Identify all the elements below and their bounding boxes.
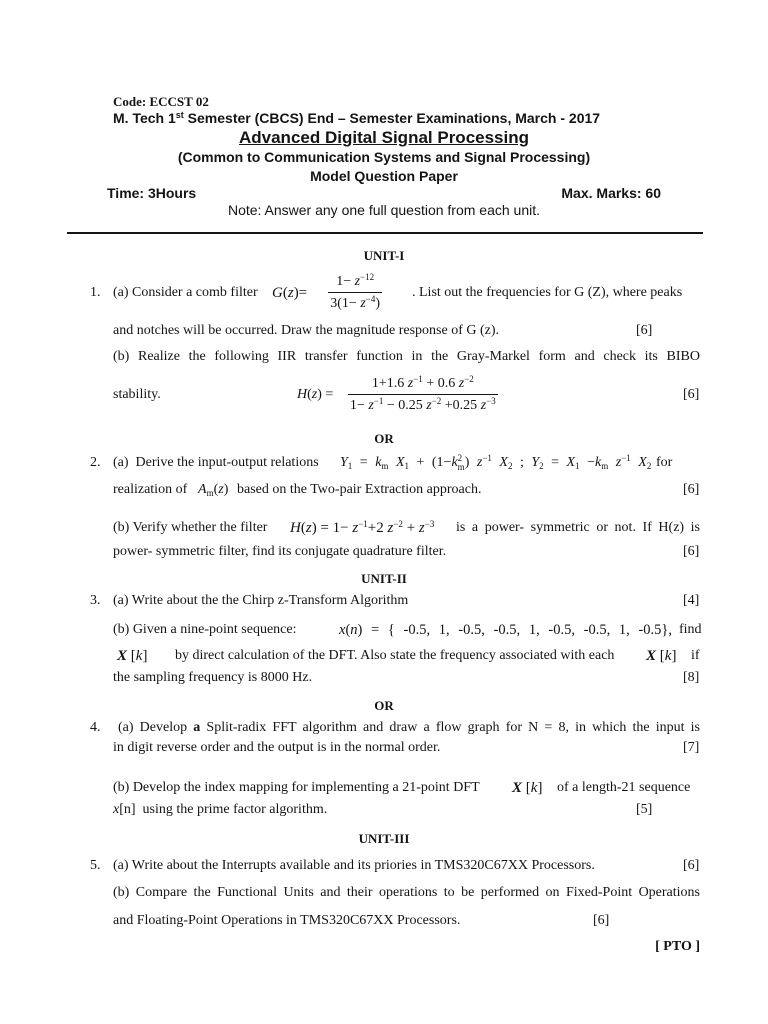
q4a-suffix: Split-radix FFT algorithm and draw a flow graph for N = 8, in which the input is: [200, 720, 701, 735]
formula-paren: ) =: [311, 520, 333, 536]
q4b-marks: [5]: [636, 802, 653, 817]
iir-transfer-function-formula: [297, 372, 506, 418]
formula-variable: z: [480, 398, 487, 413]
q1a-intro: (a) Consider a comb filter: [113, 285, 258, 300]
q1a-continuation: . List out the frequencies for G (Z), where peaks: [412, 285, 683, 300]
formula-exponent: −3: [424, 519, 435, 529]
formula-variable: z: [426, 398, 432, 413]
q1b-line1: (b) Realize the following IIR transfer function in the Gray-Markel form and check its BIBO: [113, 349, 700, 364]
formula-variable: z: [407, 376, 414, 391]
q2a-intro: (a) Derive the input-output relations: [113, 455, 319, 470]
formula-term: − 0.25: [383, 398, 427, 413]
formula-paren: (: [345, 622, 351, 638]
formula-token: [352, 454, 388, 472]
formula-bracket: ]: [537, 780, 543, 796]
q3b-if: if: [691, 648, 700, 663]
q2b-marks: [6]: [683, 544, 700, 559]
formula-variable: k: [664, 648, 672, 664]
formula-exponent: −1: [413, 374, 423, 384]
header-divider: [67, 232, 703, 234]
formula-subscript: 1: [347, 461, 353, 471]
formula-variable: x: [113, 802, 120, 817]
sequence-values: = { -0.5, 1, -0.5, -0.5, 1, -0.5, -0.5, 1, -0.5},: [362, 622, 672, 638]
formula-exponent: −12: [360, 272, 375, 282]
q4b-continuation: of a length-21 sequence: [557, 780, 691, 795]
formula-token: [465, 454, 492, 472]
formula-variable: A: [198, 482, 207, 497]
formula-operator: [388, 455, 396, 470]
formula-subscript: 2: [507, 461, 513, 471]
formula-paren: )=: [293, 285, 308, 301]
q1a-marks: [6]: [636, 323, 653, 338]
q4a-prefix: (a) Develop: [118, 720, 194, 735]
q4a-marks: [7]: [683, 740, 700, 755]
unit-heading-2: UNIT-II: [361, 571, 407, 586]
q2a-line2-prefix: realization of: [113, 482, 188, 497]
exam-title-suffix: Semester (CBCS) End – Semester Examinations, March - 2017: [183, 110, 601, 126]
formula-operator: [608, 455, 616, 470]
formula-bracket: ]: [142, 648, 148, 664]
formula-subscript: 1: [575, 461, 580, 471]
formula-variable: z: [287, 285, 294, 301]
q1b-marks: [6]: [683, 387, 700, 402]
formula-variable: X: [395, 455, 405, 470]
am-z-symbol: [198, 481, 228, 499]
formula-token: [492, 454, 513, 472]
q4b-line2-text: using the prime factor algorithm.: [135, 802, 328, 817]
course-code: Code: ECCST 02: [113, 94, 209, 109]
formula-variable: k: [451, 455, 458, 471]
subject-title-row: [0, 128, 768, 148]
q4b-intro: (b) Develop the index mapping for implementing a 21-point DFT: [113, 780, 480, 795]
question-number-3: 3.: [90, 593, 101, 608]
or-separator-1: OR: [374, 431, 394, 446]
formula-exponent: −1: [482, 453, 492, 463]
formula-variable: k: [530, 780, 538, 796]
formula-paren: ) =: [317, 387, 334, 402]
formula-term: + 0.6: [422, 376, 459, 391]
formula-term: 1−: [336, 274, 355, 289]
formula-variable: Y: [340, 455, 348, 470]
formula-term: 1+1.6: [371, 376, 408, 391]
formula-token: [409, 454, 465, 472]
formula-token: [608, 454, 631, 472]
formula-operator: =: [352, 455, 376, 470]
q2b-line2: power- symmetric filter, find its conjugate quadrature filter.: [113, 544, 447, 559]
formula-token: [340, 454, 352, 472]
formula-paren: (: [213, 482, 219, 497]
subject-title: Advanced Digital Signal Processing: [238, 128, 530, 147]
q3b-find: find: [679, 622, 702, 637]
exam-title-prefix: M. Tech 1: [113, 110, 176, 126]
q5a-text: (a) Write about the Interrupts available and its priories in TMS320C67XX Processors.: [113, 858, 595, 873]
formula-symbol: H: [290, 520, 301, 536]
formula-exponent: −4: [365, 294, 376, 304]
dft-symbol: [512, 779, 542, 797]
formula-variable: z: [476, 455, 483, 470]
q2a-line2-suffix: based on the Two-pair Extraction approach.: [237, 482, 482, 497]
formula-variable: k: [375, 455, 382, 470]
formula-variable: X: [499, 455, 508, 470]
formula-variable: z: [368, 398, 374, 413]
q5b-line2: and Floating-Point Operations in TMS320C67XX Processors.: [113, 913, 461, 928]
q3b-marks: [8]: [683, 670, 700, 685]
q3a-marks: [4]: [683, 593, 700, 608]
formula-operator: −: [579, 455, 596, 470]
formula-exponent: −1: [621, 453, 631, 463]
two-pair-relations-formula: [340, 452, 651, 474]
q2a-for: for: [656, 455, 673, 470]
formula-bracket: [: [127, 648, 136, 664]
formula-term: 3(1−: [330, 296, 361, 311]
formula-variable: z: [311, 387, 318, 402]
q4a-bold-article: a: [193, 720, 201, 735]
q2b-intro: (b) Verify whether the filter: [113, 520, 268, 535]
formula-bracket: [: [656, 648, 665, 664]
formula-subscript: m: [601, 461, 609, 471]
formula-variable: z: [354, 274, 361, 289]
formula-exponent: −1: [358, 519, 368, 529]
formula-subscript: m: [457, 461, 465, 472]
formula-subscript: 1: [404, 461, 409, 471]
formula-variable: X: [638, 455, 647, 470]
formula-variable: k: [135, 648, 143, 664]
formula-subscript: m: [206, 488, 214, 498]
question-number-5: 5.: [90, 858, 101, 873]
formula-variable: z: [615, 455, 622, 470]
formula-operator: +: [402, 520, 419, 536]
formula-token: [512, 454, 543, 472]
nine-point-sequence-formula: [339, 621, 672, 639]
formula-paren: ): [375, 296, 381, 311]
formula-symbol: X: [646, 648, 657, 664]
formula-variable: Y: [531, 455, 540, 470]
formula-token: [544, 454, 580, 472]
formula-variable: x: [339, 622, 346, 638]
formula-bracket: ]: [671, 648, 677, 664]
formula-denominator: [348, 394, 498, 415]
formula-paren: ): [357, 622, 363, 638]
q5b-line1: (b) Compare the Functional Units and their operations to be performed on Fixed-Point Operations: [113, 885, 700, 900]
common-to-line: (Common to Communication Systems and Signal Processing): [177, 149, 591, 165]
paper-type: Model Question Paper: [310, 168, 458, 184]
formula-exponent: −2: [431, 396, 442, 406]
formula-token: [333, 519, 368, 537]
formula-paren: (: [307, 387, 312, 402]
formula-subscript: 2: [646, 461, 652, 471]
instructions-note: Note: Answer any one full question from each unit.: [227, 202, 541, 218]
dft-symbol: [117, 647, 147, 665]
unit-heading-3: UNIT-III: [358, 831, 410, 846]
q2b-continuation: is a power- symmetric or not. If H(z) is: [456, 520, 700, 535]
q1a-line2: and notches will be occurred. Draw the magnitude response of G (z).: [113, 323, 500, 338]
q5b-marks: [6]: [593, 913, 610, 928]
formula-variable: z: [458, 376, 465, 391]
q3b-intro: (b) Given a nine-point sequence:: [113, 622, 297, 637]
formula-variable: n: [350, 622, 358, 638]
formula-index: [n]: [119, 802, 136, 817]
please-turn-over: [ PTO ]: [655, 939, 700, 954]
dft-symbol: [646, 647, 676, 665]
formula-token: [580, 454, 609, 472]
question-number-1: 1.: [90, 285, 101, 300]
formula-denominator: [328, 292, 382, 313]
formula-exponent: −2: [464, 374, 474, 384]
formula-term: 1−: [349, 398, 369, 413]
formula-variable: z: [387, 520, 394, 536]
formula-token: [388, 454, 409, 472]
formula-operator: ): [464, 455, 477, 470]
formula-lhs: [272, 284, 307, 302]
formula-fraction: [339, 375, 506, 415]
formula-token: [403, 519, 434, 537]
formula-paren: (: [300, 520, 306, 536]
formula-variable: z: [305, 520, 312, 536]
comb-filter-formula: [272, 270, 399, 316]
formula-operator: +2: [367, 520, 388, 536]
time-allowed: Time: 3Hours: [107, 185, 197, 201]
power-symmetric-filter-formula: [290, 517, 434, 539]
q3b-line3: the sampling frequency is 8000 Hz.: [113, 670, 313, 685]
formula-token: [368, 519, 403, 537]
formula-variable: z: [218, 482, 224, 497]
q3b-line2: by direct calculation of the DFT. Also state the frequency associated with each: [175, 648, 615, 663]
q3a-text: (a) Write about the the Chirp z-Transform Algorithm: [113, 593, 409, 608]
question-number-2: 2.: [90, 455, 101, 470]
formula-sub-sup: [458, 454, 465, 472]
q1b-stability: stability.: [113, 387, 161, 402]
formula-operator: + (1−: [409, 455, 452, 471]
formula-paren: ): [223, 482, 229, 497]
formula-symbol: H: [297, 387, 308, 402]
formula-variable: k: [595, 455, 602, 470]
formula-fraction: [311, 273, 399, 313]
formula-operator: =: [543, 455, 567, 470]
formula-variable: z: [352, 520, 359, 536]
formula-symbol: G: [272, 285, 283, 301]
formula-operator: ;: [512, 455, 532, 470]
max-marks: Max. Marks: 60: [561, 185, 661, 201]
or-separator-2: OR: [374, 698, 394, 713]
formula-bracket: [: [522, 780, 531, 796]
exam-title-ordinal: st: [175, 110, 184, 120]
formula-term: +0.25: [441, 398, 481, 413]
exam-title: [113, 109, 600, 127]
formula-token: [631, 454, 652, 472]
formula-subscript: m: [381, 461, 389, 471]
formula-subscript: 2: [539, 461, 544, 471]
formula-exponent: −2: [393, 519, 403, 529]
formula-variable: X: [566, 455, 576, 470]
formula-numerator: [334, 273, 376, 292]
q4b-line2: [113, 801, 327, 819]
formula-variable: z: [418, 520, 425, 536]
question-number-4: 4.: [90, 720, 101, 735]
formula-exponent: −3: [486, 396, 496, 406]
formula-exponent: −1: [373, 396, 384, 406]
unit-heading-1: UNIT-I: [363, 248, 405, 263]
q2a-marks: [6]: [683, 482, 700, 497]
q4a-line2: in digit reverse order and the output is in the normal order.: [113, 740, 441, 755]
q4a-line1: [118, 719, 700, 737]
formula-paren: (: [282, 285, 288, 301]
formula-symbol: X: [512, 780, 523, 796]
formula-lhs: [290, 519, 333, 537]
formula-exponent: 2: [457, 452, 463, 463]
formula-symbol: X: [117, 648, 128, 664]
formula-numerator: [370, 375, 476, 394]
formula-operator: 1−: [332, 520, 353, 536]
formula-variable: z: [360, 296, 366, 311]
formula-lhs: [297, 386, 333, 404]
q5a-marks: [6]: [683, 858, 700, 873]
